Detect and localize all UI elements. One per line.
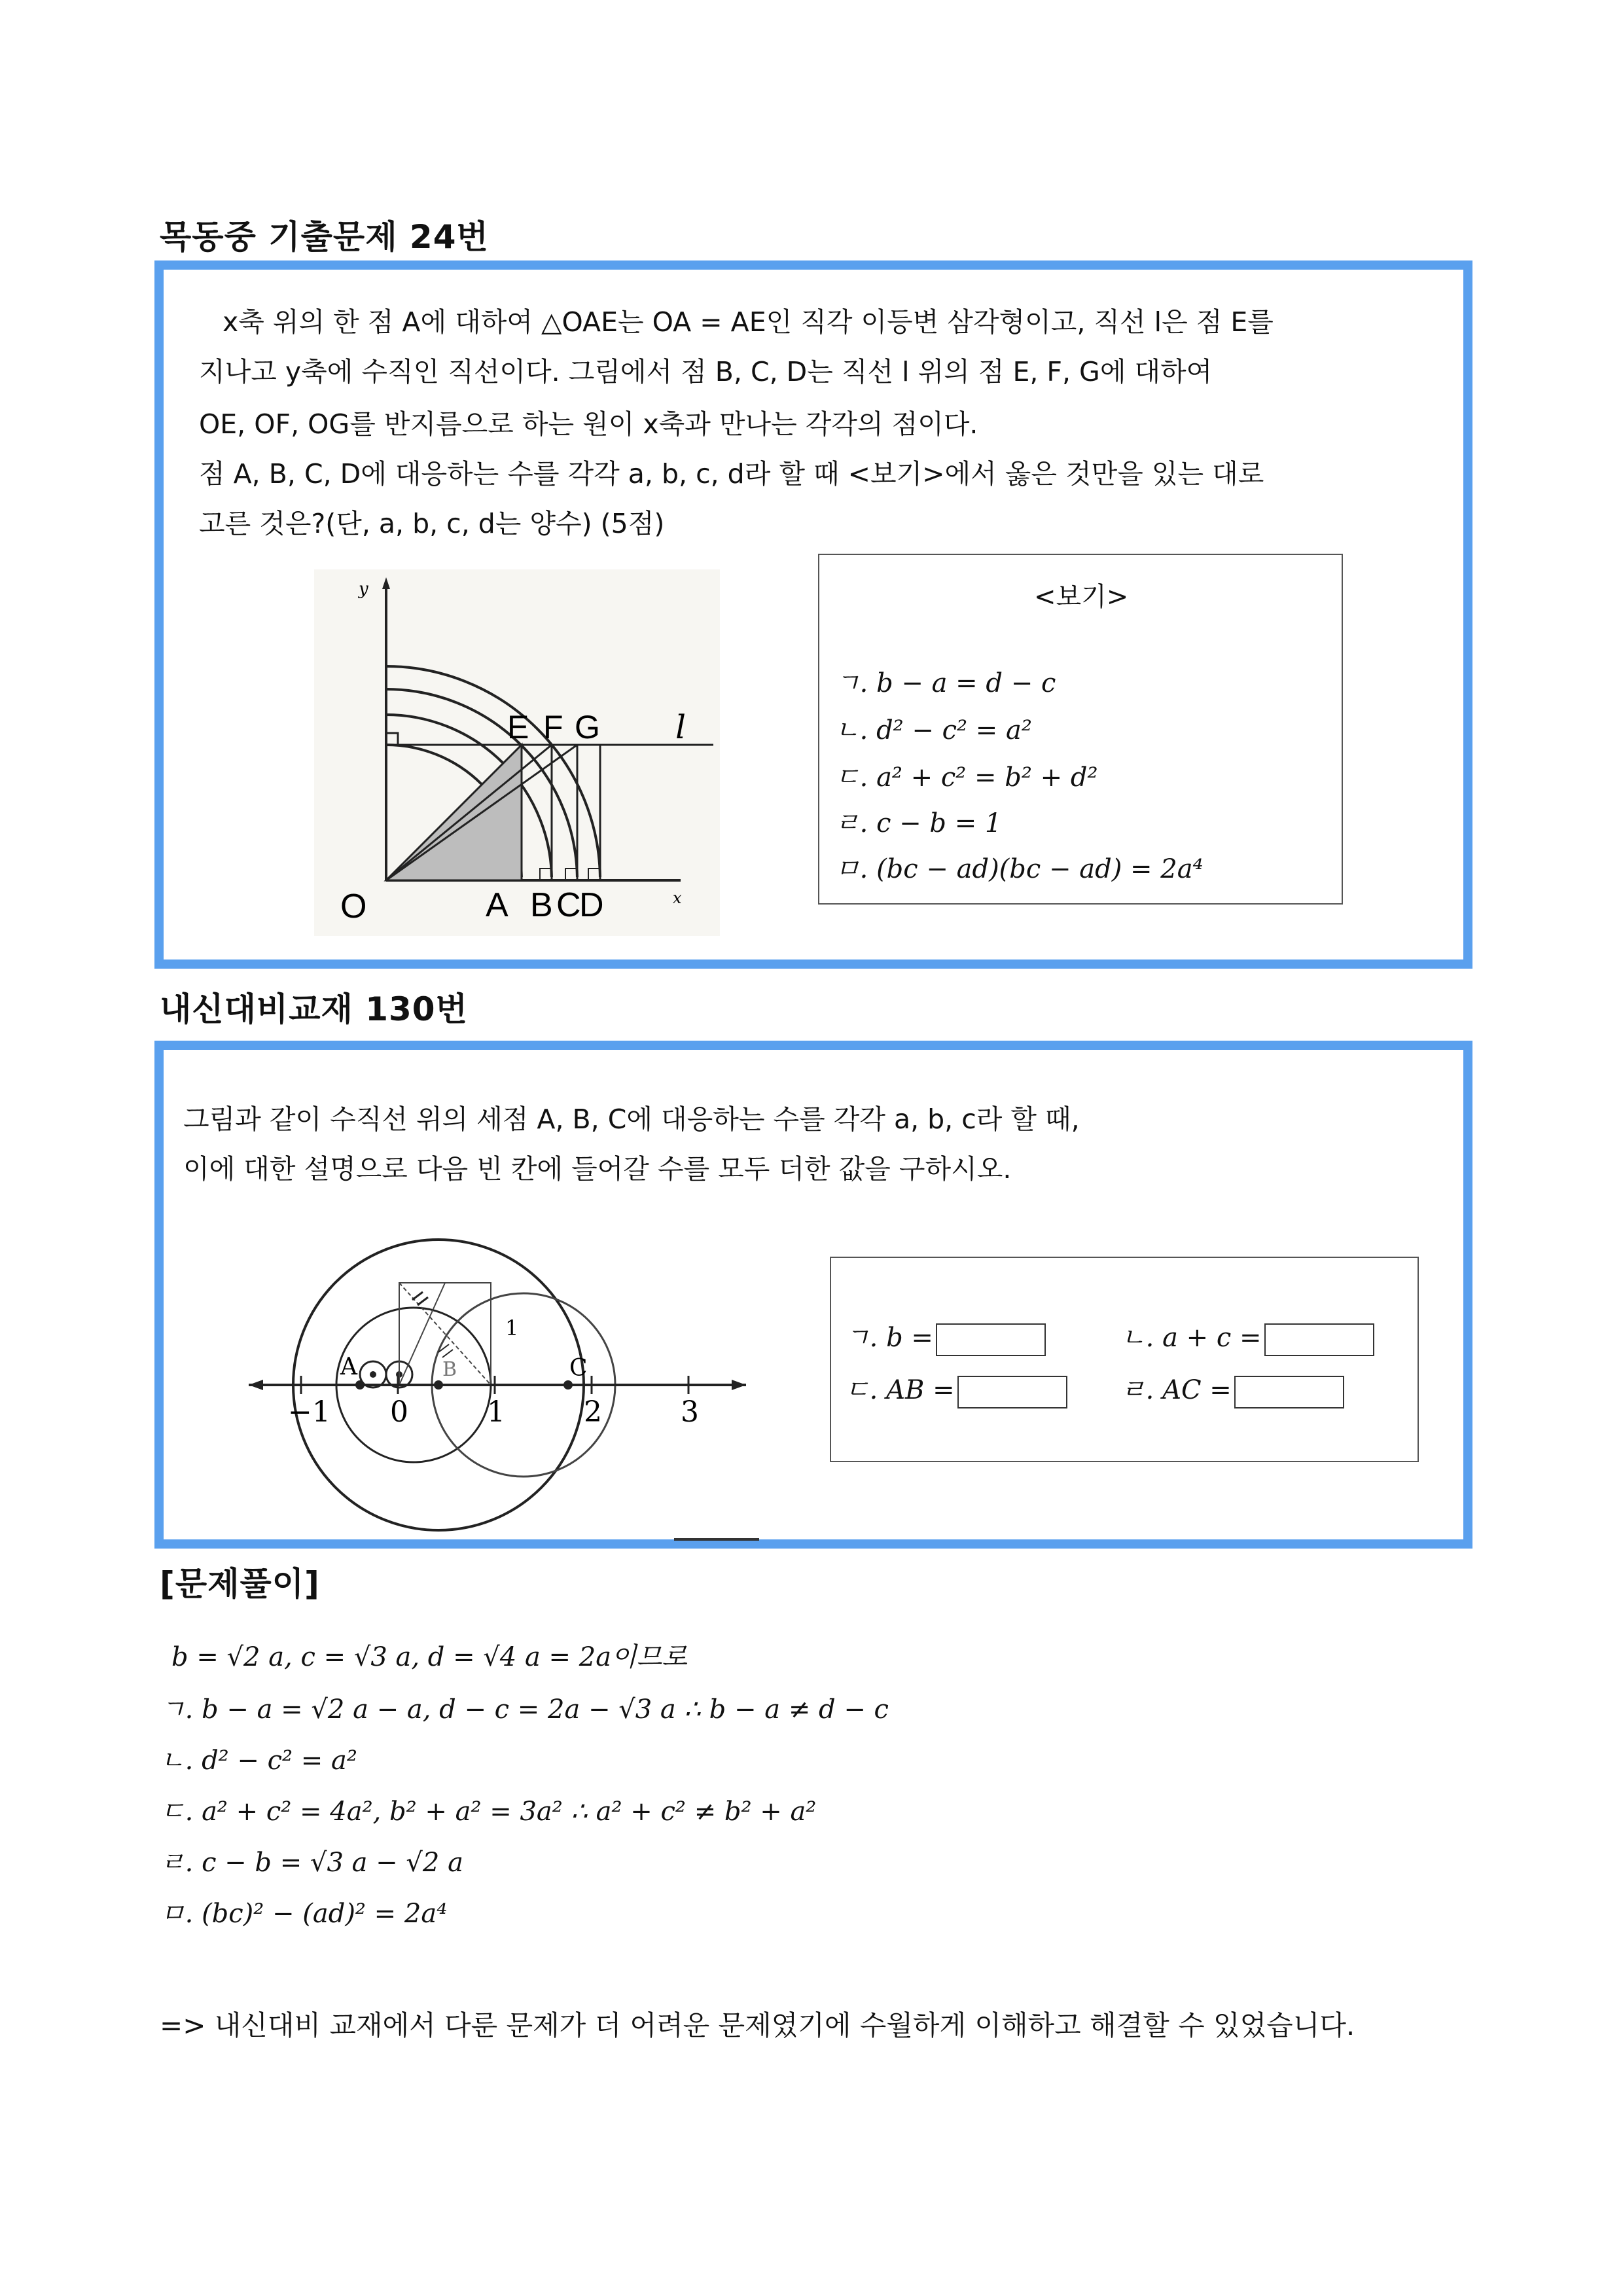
blank-input-a-plus-c[interactable] [1264, 1323, 1374, 1356]
fig2-label-one: 1 [505, 1316, 519, 1340]
solution-line-3: ㄴ. d² − c² = a² [160, 1746, 357, 1776]
blank-label-b: ㄱ. b = [844, 1323, 933, 1353]
tick-label-3: 3 [681, 1395, 699, 1429]
label-O: O [340, 888, 367, 925]
blank-row-2-left [844, 1369, 1067, 1408]
circles-figure [314, 569, 720, 936]
solution-line-5: ㄹ. c − b = √3 a − √2 a [160, 1848, 463, 1878]
bogi-title: <보기> [1034, 582, 1129, 612]
fig2-label-C: C [569, 1355, 588, 1382]
problem1-line4: 점 A, B, C, D에 대응하는 수를 각각 a, b, c, d라 할 때 <보기>에서 옳은 것만을 있는 대로 [199, 458, 1264, 490]
blank-label-ab: ㄷ. AB = [844, 1375, 955, 1405]
problem1-line3: OE, OF, OG를 반지름으로 하는 원이 x축과 만나는 각각의 점이다. [199, 408, 978, 440]
tick-label-2: 2 [584, 1395, 602, 1429]
label-E: E [507, 709, 529, 745]
blank-label-ac: ㄹ. AC = [1120, 1375, 1232, 1405]
y-axis-label: y [359, 579, 368, 599]
blank-row-1-left [844, 1317, 1046, 1356]
section1-title: 목동중 기출문제 24번 [160, 218, 489, 256]
section2-title: 내신대비교재 130번 [160, 990, 468, 1028]
problem2-line2: 이에 대한 설명으로 다음 빈 칸에 들어갈 수를 모두 더한 값을 구하시오. [183, 1153, 1012, 1185]
bogi-item-1: ㄱ. b − a = d − c [834, 668, 1056, 698]
solution-line-4: ㄷ. a² + c² = 4a², b² + a² = 3a² ∴ a² + c² ≠ b² + a² [160, 1797, 817, 1827]
blank-input-b[interactable] [936, 1323, 1046, 1356]
blank-row-2-right [1120, 1369, 1344, 1408]
label-D: D [579, 886, 604, 924]
tick-label-minus1: −1 [288, 1395, 330, 1429]
blank-input-ac[interactable] [1234, 1376, 1344, 1408]
solution-title: [문제풀이] [160, 1565, 320, 1603]
tick-label-1: 1 [487, 1395, 505, 1429]
blank-label-a-plus-c: ㄴ. a + c = [1120, 1323, 1262, 1353]
fig2-label-A: A [340, 1354, 357, 1380]
problem2-line1: 그림과 같이 수직선 위의 세점 A, B, C에 대응하는 수를 각각 a, b, c라 할 때, [183, 1103, 1080, 1135]
blanks-box [830, 1257, 1419, 1462]
label-C: C [556, 886, 581, 924]
bogi-item-5: ㅁ. (bc − ad)(bc − ad) = 2a⁴ [834, 854, 1204, 884]
bogi-item-3: ㄷ. a² + c² = b² + d² [834, 762, 1098, 793]
x-axis-label: x [673, 889, 682, 907]
number-line-figure [242, 1237, 766, 1545]
conclusion: => 내신대비 교재에서 다룬 문제가 더 어려운 문제였기에 수월하게 이해하고 해결할 수 있었습니다. [160, 2009, 1355, 2041]
solution-line-2: ㄱ. b − a = √2 a − a, d − c = 2a − √3 a ∴ b − a ≠ d − c [160, 1695, 889, 1725]
solution-line-1: b = √2 a, c = √3 a, d = √4 a = 2a이므로 [171, 1642, 687, 1672]
label-F: F [543, 709, 563, 745]
bogi-item-2: ㄴ. d² − c² = a² [834, 715, 1032, 745]
label-l: l [675, 708, 686, 746]
problem1-line1: x축 위의 한 점 A에 대하여 △OAE는 OA = AE인 직각 이등변 삼각형이고, 직선 l은 점 E를 [223, 306, 1274, 338]
label-G: G [575, 709, 600, 745]
problem1-line2: 지나고 y축에 수직인 직선이다. 그림에서 점 B, C, D는 직선 l 위의 점 E, F, G에 대하여 [199, 356, 1213, 387]
bogi-item-4: ㄹ. c − b = 1 [834, 808, 1002, 838]
fig2-label-B: B [442, 1358, 457, 1381]
problem1-line5: 고른 것은?(단, a, b, c, d는 양수) (5점) [199, 508, 665, 539]
solution-line-6: ㅁ. (bc)² − (ad)² = 2a⁴ [160, 1899, 448, 1929]
blank-input-ab[interactable] [957, 1376, 1067, 1408]
blank-row-1-right [1120, 1317, 1374, 1356]
label-B: B [530, 886, 553, 924]
tick-label-0: 0 [390, 1395, 408, 1429]
label-A: A [486, 886, 508, 924]
